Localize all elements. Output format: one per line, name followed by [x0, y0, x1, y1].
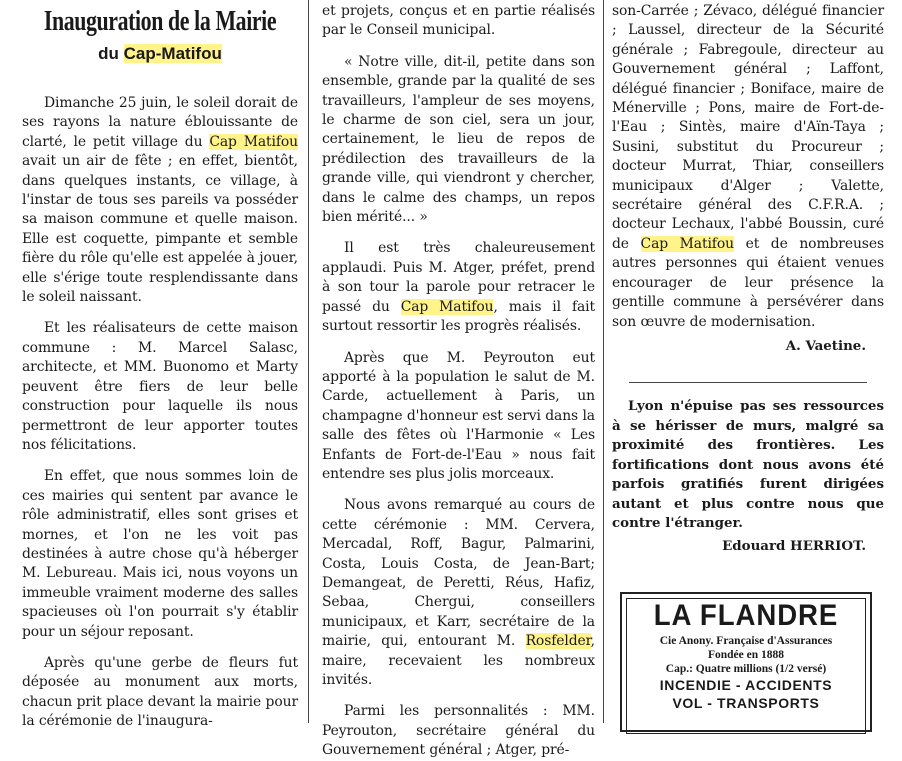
insurance-advertisement — [620, 592, 872, 732]
paragraph-text: son-Carrée ; Zévaco, délégué financier ; Laussel, directeur de la Sécurité générale ; Fabregoule, directeur au Gouvernement général ; Laffont, délégué financier ; Boniface, maire de Ménerville ; Pons, maire de Fort-de-l'Eau ; Sintès, maire d'Aïn-Taya ; Susini, substitut du Procureur ; docteur Murrat, Thiar, conseillers municipaux d'Alger ; Valette, secrétaire général des C.F.R.A. ; docteur Lechaux, l'abbé Boussin, curé de — [612, 3, 884, 252]
column-divider — [308, 0, 309, 723]
column-3-body — [612, 2, 884, 332]
paragraph-text: Il est très chaleureusement applaudi. Puis M. Atger, préfet, prend à son tour la parole pour retracer le passé du — [322, 240, 595, 315]
separator-line — [629, 382, 867, 383]
highlighted-term: Cap Matifou — [640, 235, 734, 252]
column-divider — [603, 0, 604, 723]
ad-company-name: LA FLANDRE — [653, 599, 839, 632]
paragraph-text: avait un air de fête ; en effet, bientôt, dans quelques instants, ce village, à l'instar de tous ses pareils va posséder sa maison commune et quelle maison. Elle est coquette, pimpante et semble fière du rôle qu'elle est appelée à jouer, elle s'érige toute resplendissante dans le soleil naissant. — [22, 153, 298, 306]
article-title: Inauguration de la Mairie — [43, 6, 277, 37]
paragraph-text: En effet, que nous sommes loin de ces mairies qui sentent par avance le rôle administratif, elles sont grises et mornes, et l'on ne les voit pas destinées à autre chose qu'à héberger M. Lebureau. Mais ici, nous voyons un immeuble vraiment moderne des salles spacieuses où l'on pourrait s'y établir pour un séjour reposant. — [22, 468, 298, 640]
paragraph-text: Dimanche 25 juin, le soleil dorait de ses rayons la nature éblouissante de clarté, le petit village du — [22, 95, 298, 150]
paragraph-text: Après qu'une gerbe de fleurs fut déposée au monument aux morts, chacun prit place devant la mairie pour la cérémonie de l'inaugura- — [22, 654, 298, 730]
paragraph-text: Nous avons remarqué au cours de cette cérémonie : MM. Cervera, Mercadal, Roff, Bagur, Palmarini, Costa, Louis Costa, de Jean-Bart; Demangeat, de Peretti, Réus, Hafiz, Sebaa, Chergui, conseillers municipaux, et Karr, secrétaire de la mairie, qui, entourant M. — [322, 497, 595, 650]
paragraph-text: et projets, conçus et en partie réalisés par le Conseil municipal. — [322, 3, 595, 39]
paragraph — [22, 467, 298, 642]
paragraph — [322, 53, 595, 228]
paragraph — [22, 94, 298, 307]
article-subtitle — [22, 44, 298, 64]
subtitle-prefix: du — [98, 44, 124, 63]
paragraph — [322, 2, 595, 41]
paragraph — [322, 702, 595, 760]
ad-line-5: VOL - TRANSPORTS — [672, 695, 820, 711]
paragraph-text: et de nombreuses autres personnes qui étaient venues encourager de leur présence la gentille commune à persévérer dans son œuvre de modernisation. — [612, 235, 884, 330]
ad-line-4: INCENDIE - ACCIDENTS — [659, 677, 833, 693]
column-2-body — [322, 2, 595, 761]
article-column-1 — [22, 0, 298, 730]
quote-author: Edouard HERRIOT. — [722, 538, 866, 555]
paragraph-text: , mais il fait surtout ressortir les progrès réalisés. — [322, 298, 595, 335]
article-column-2 — [322, 0, 595, 759]
paragraph-text: Et les réalisateurs de cette maison commune : M. Marcel Salasc, architecte, et MM. Buonomo et Marty peuvent être fiers de leur belle construction pour laquelle ils nous permettront de leur apporter toutes nos félicitations. — [22, 320, 298, 453]
paragraph-text: Après que M. Peyrouton eut apporté à la population le salut de M. Carde, actuellement à Paris, un champagne d'honneur est servi dans la salle des fêtes où l'Harmonie « Les Enfants de Fort-de-l'Eau » nous fait entendre ses plus jolis morceaux. — [322, 349, 595, 482]
article-signature: A. Vaetine. — [785, 337, 866, 354]
paragraph-text: Parmi les personnalités : MM. Peyrouton, secrétaire général du Gouvernement général ; Atger, pré- — [322, 703, 595, 759]
ad-line-2: Fondée en 1888 — [707, 649, 785, 661]
paragraph — [322, 239, 595, 336]
subtitle-highlight: Cap-Matifou — [123, 44, 222, 63]
paragraph — [322, 496, 595, 690]
highlighted-term: Cap Matifou — [400, 298, 494, 315]
paragraph — [322, 349, 595, 485]
paragraph-text: , maire, recevaient les nombreux invités. — [322, 633, 595, 688]
ad-line-1: Cie Anony. Française d'Assurances — [659, 635, 833, 647]
paragraph — [612, 2, 884, 332]
highlighted-term: Rosfelder — [525, 633, 591, 650]
paragraph — [22, 319, 298, 455]
herriot-quote: Lyon n'épuise pas ses ressources à se hérisser de murs, malgré sa proximité des frontières. Les fortifications dont nous avons été parfois gratifiés furent dirigées autant et plus contre nous que contre l'étranger. — [612, 397, 884, 532]
column-1-body — [22, 94, 298, 732]
paragraph — [22, 654, 298, 732]
ad-line-3: Cap.: Quatre millions (1/2 versé) — [665, 663, 827, 675]
highlighted-term: Cap Matifou — [209, 133, 298, 150]
paragraph-text: « Notre ville, dit-il, petite dans son ensemble, grande par la qualité de ses travailleurs, l'ampleur de ses moyens, le charme de son ciel, sera un jour, certainement, le lieu de repos de prédilection des travailleurs de la grande ville, qui viendront y chercher, dans le calme des champs, un repos bien mérité... » — [322, 53, 595, 226]
